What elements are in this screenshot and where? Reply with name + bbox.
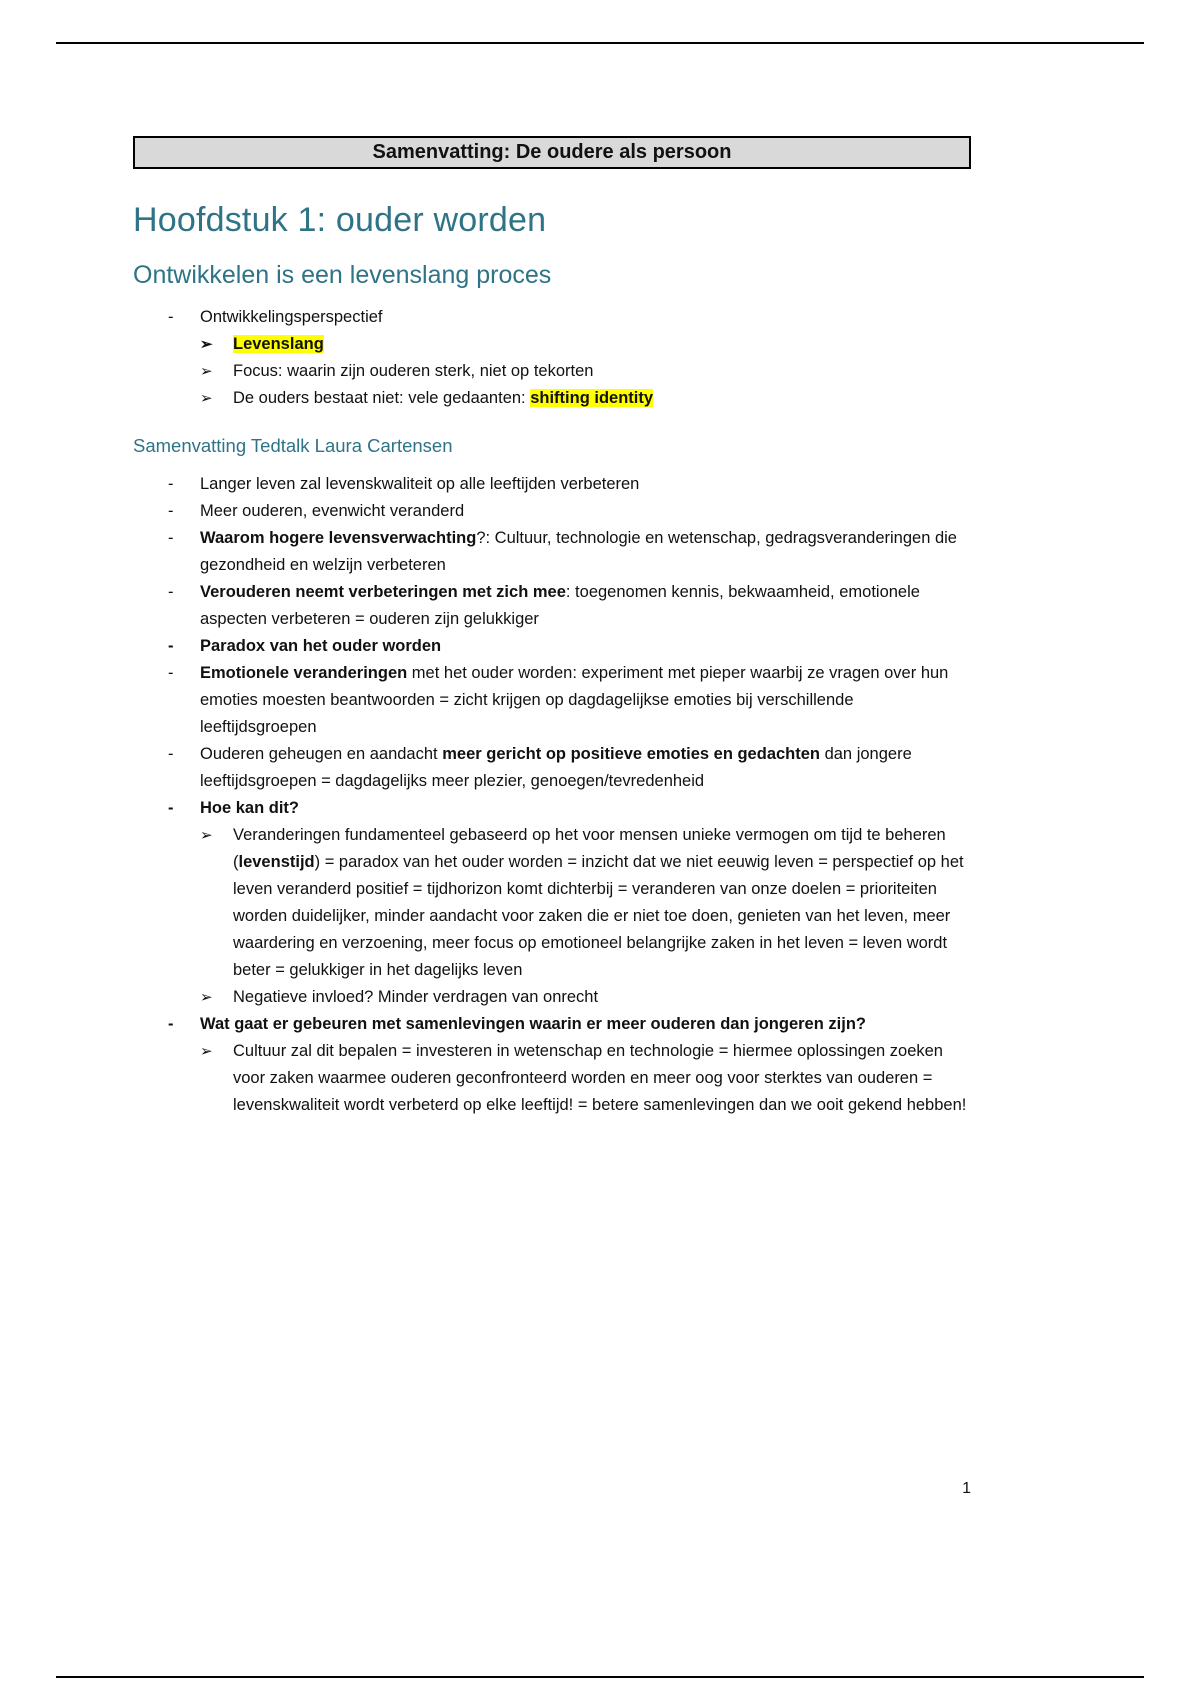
- list-item-text: [200, 471, 971, 498]
- list-item-text: [200, 525, 971, 579]
- dash-bullet: -: [168, 664, 174, 682]
- list-item-text: [233, 984, 971, 1011]
- list-item: [133, 525, 971, 579]
- list-item-text: [200, 660, 971, 741]
- text-run: Paradox van het ouder worden: [200, 637, 442, 655]
- text-run: Focus: waarin zijn ouderen sterk, niet op tekorten: [233, 362, 594, 380]
- highlighted-text: Levenslang: [233, 335, 324, 353]
- text-run: Hoe kan dit?: [200, 799, 300, 817]
- list-item-text: [233, 1038, 971, 1119]
- bullet-list-section1: [133, 304, 971, 412]
- list-item-text: [200, 633, 971, 660]
- text-run: Cultuur zal dit bepalen = investeren in wetenschap en technologie = hiermee oplossingen zoeken voor zaken waarmee ouderen geconfronteerd worden en meer oog voor sterktes van ouderen = levenskwaliteit wordt verbeterd op elke leeftijd! = betere samenlevingen dan we ooit gekend hebben!: [233, 1042, 967, 1114]
- footer-rule: [56, 1676, 1144, 1678]
- text-run: Emotionele veranderingen: [200, 664, 408, 682]
- text-run: ) = paradox van het ouder worden = inzicht dat we niet eeuwig leven = perspectief op het leven veranderd positief = tijdhorizon komt dichterbij = veranderen van onze doelen = prioriteiten worden duidelijker, minder aandacht voor zaken die er niet toe doen, genieten van het leven, meer waardering en verzoening, meer focus op emotioneel belangrijke zaken in het leven = leven wordt beter = gelukkiger in het dagelijks leven: [233, 853, 964, 979]
- list-item-text: [233, 385, 971, 412]
- text-run: Waarom hogere levensverwachting: [200, 529, 477, 547]
- arrow-bullet-icon: ➢: [200, 336, 213, 353]
- text-run: Wat gaat er gebeuren met samenlevingen waarin er meer ouderen dan jongeren zijn?: [200, 1015, 866, 1033]
- document-content: [133, 0, 971, 1119]
- text-run: ?: Cultuur, technologie en wetenschap, gedragsveranderingen die gezondheid en welzijn verbeteren: [200, 529, 957, 574]
- list-item: [133, 984, 971, 1011]
- dash-bullet: -: [168, 502, 174, 520]
- text-run: Langer leven zal levenskwaliteit op alle leeftijden verbeteren: [200, 475, 640, 493]
- list-item-text: [200, 498, 971, 525]
- dash-bullet: -: [168, 637, 174, 655]
- list-item-text: [200, 579, 971, 633]
- text-run: Meer ouderen, evenwicht veranderd: [200, 502, 465, 520]
- dash-bullet: -: [168, 1015, 174, 1033]
- page-number: 1: [962, 1480, 971, 1497]
- section-heading: Ontwikkelen is een levenslang proces: [133, 261, 552, 289]
- text-run: Negatieve invloed? Minder verdragen van onrecht: [233, 988, 599, 1006]
- arrow-bullet-icon: ➢: [200, 1043, 213, 1060]
- text-run: meer gericht op positieve emoties en gedachten: [442, 745, 820, 763]
- list-item-text: [233, 822, 971, 984]
- text-run: De ouders bestaat niet: vele gedaanten:: [233, 389, 531, 407]
- list-item-text: [200, 741, 971, 795]
- list-item: [133, 579, 971, 633]
- chapter-heading: Hoofdstuk 1: ouder worden: [133, 201, 547, 239]
- list-item-text: [233, 331, 971, 358]
- list-item: [133, 660, 971, 741]
- dash-bullet: -: [168, 583, 174, 601]
- dash-bullet: -: [168, 745, 174, 763]
- list-item: [133, 822, 971, 984]
- text-run: : toegenomen kennis, bekwaamheid, emotionele aspecten verbeteren = ouderen zijn gelukkiger: [200, 583, 920, 628]
- text-run: Ouderen geheugen en aandacht: [200, 745, 443, 763]
- dash-bullet: -: [168, 529, 174, 547]
- list-item: [133, 1011, 971, 1038]
- text-run: Ontwikkelingsperspectief: [200, 308, 383, 326]
- subsection-heading: Samenvatting Tedtalk Laura Cartensen: [133, 435, 453, 456]
- list-item-text: [200, 1011, 971, 1038]
- arrow-bullet-icon: ➢: [200, 363, 213, 380]
- bullet-list-section2: [133, 471, 971, 1119]
- list-item: [133, 741, 971, 795]
- dash-bullet: -: [168, 799, 174, 817]
- list-item: [133, 1038, 971, 1119]
- title-box: [133, 136, 971, 169]
- list-item: [133, 385, 971, 412]
- dash-bullet: -: [168, 475, 174, 493]
- list-item-text: [200, 304, 971, 331]
- text-run: Veranderingen fundamenteel gebaseerd op het voor mensen unieke vermogen om tijd te beheren (: [233, 826, 946, 871]
- list-item: [133, 498, 971, 525]
- arrow-bullet-icon: ➢: [200, 989, 213, 1006]
- text-run: dan jongere leeftijdsgroepen = dagdagelijks meer plezier, genoegen/tevredenheid: [200, 745, 912, 790]
- list-item: [133, 795, 971, 822]
- list-item: [133, 471, 971, 498]
- text-run: levenstijd: [238, 853, 315, 871]
- text-run: met het ouder worden: experiment met pieper waarbij ze vragen over hun emoties moesten beantwoorden = zicht krijgen op dagdagelijkse emoties bij verschillende leeftijdsgroepen: [200, 664, 949, 736]
- text-run: Verouderen neemt verbeteringen met zich mee: [200, 583, 566, 601]
- list-item: [133, 358, 971, 385]
- list-item-text: [233, 358, 971, 385]
- list-item: [133, 633, 971, 660]
- list-item-text: [200, 795, 971, 822]
- highlighted-text: shifting identity: [530, 389, 654, 407]
- arrow-bullet-icon: ➢: [200, 390, 213, 407]
- list-item: [133, 331, 971, 358]
- dash-bullet: -: [168, 308, 174, 326]
- arrow-bullet-icon: ➢: [200, 827, 213, 844]
- document-title: Samenvatting: De oudere als persoon: [372, 141, 732, 163]
- list-item: [133, 304, 971, 331]
